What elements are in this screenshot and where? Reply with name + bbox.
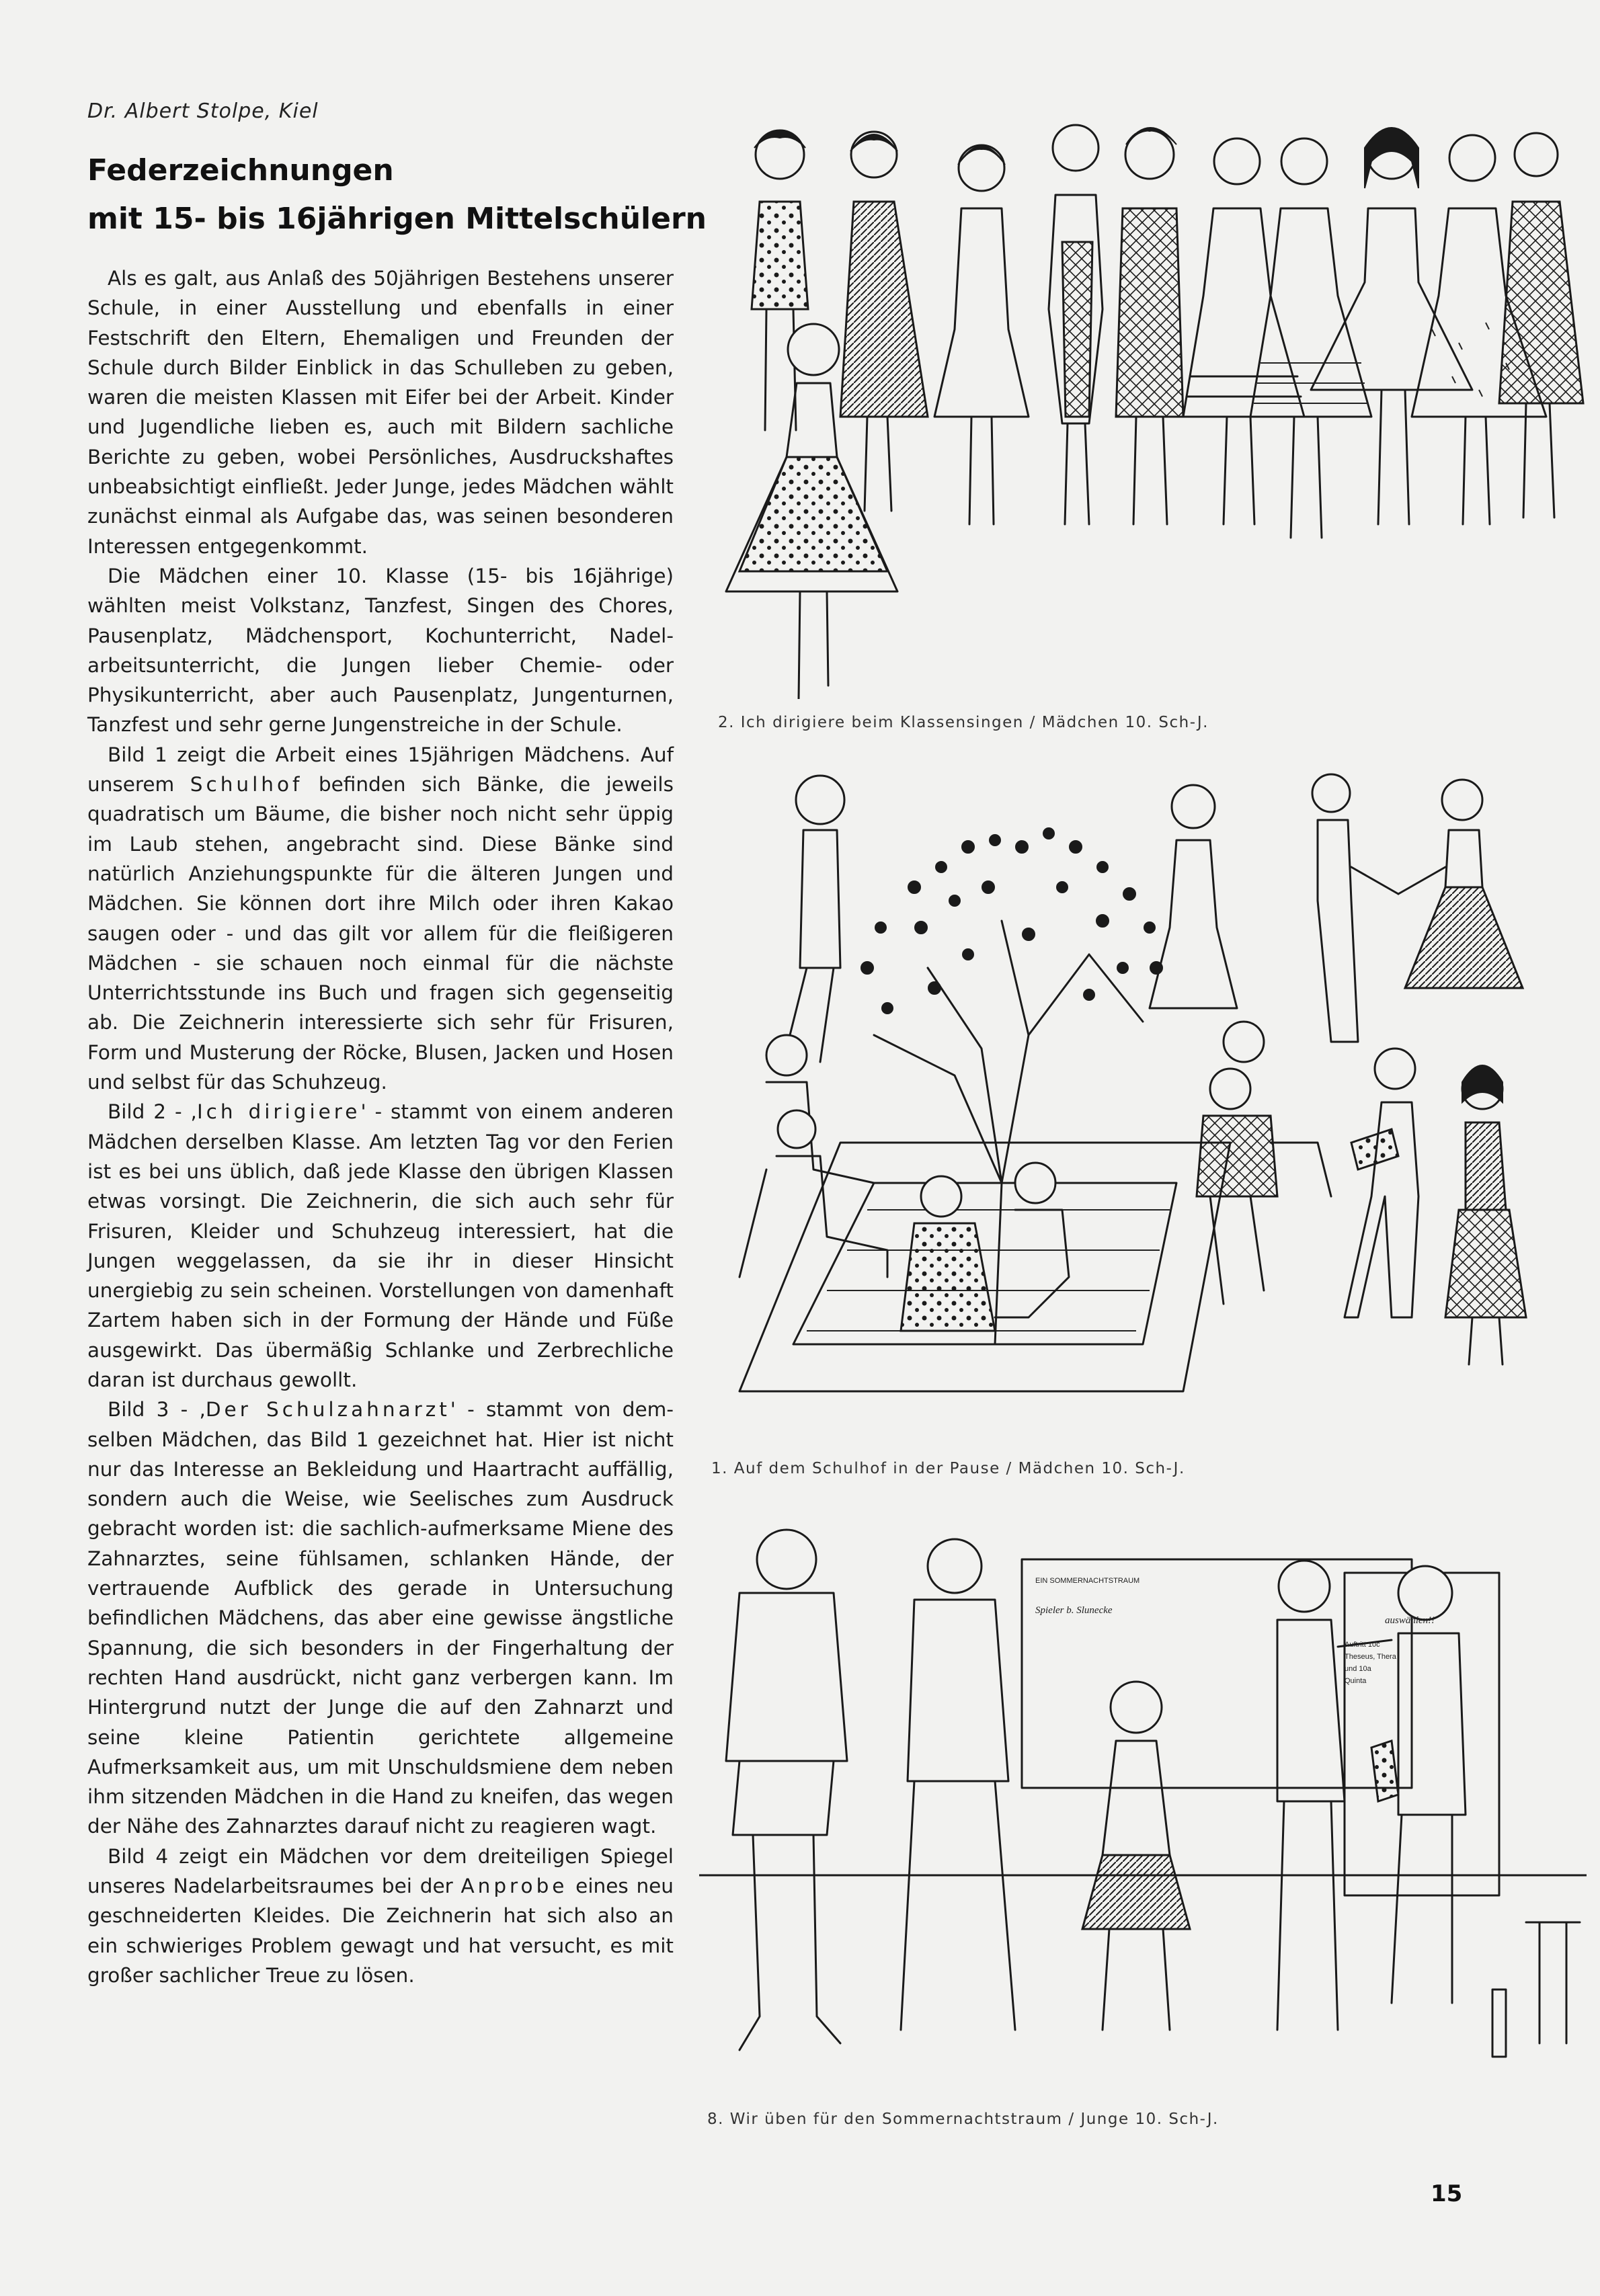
- schoolyard-scene: [739, 774, 1526, 1391]
- figure-2-caption: 2. Ich dirigiere beim Klassensingen / Mädchen 10. Sch-J.: [718, 714, 1209, 731]
- choir-illustration: [713, 108, 1587, 699]
- rehearsal-illustration: [699, 1519, 1587, 2070]
- figure-1-caption: 1. Auf dem Schulhof in der Pause / Mädchen 10. Sch-J.: [711, 1460, 1185, 1477]
- paragraph-1: Als es galt, aus Anlaß des 50jährigen Bestehens unserer Schule, in einer Ausstellung und ebenfalls in einer Festschrift den Eltern, Ehemaligen und Freunden der Schule durch Bilder Einblick in das Schulleben zu geben, waren die meisten Klassen mit Eifer bei der Arbeit. Kinder und Jugendliche lieben es, auch mit Bildern sachliche Berichte zu geben, wobei Persönliches, Ausdruckshaftes unbeabsichtigt einfließt. Jeder Junge, jedes Mädchen wählt zunächst einmal als Aufgabe das, was seinen besonderen Interessen entgegenkommt.: [87, 267, 674, 558]
- article-body: [87, 263, 674, 1990]
- paragraph-5-start: Bild 3 - ,: [108, 1398, 206, 1422]
- paragraph-3-end: befinden sich Bänke, die jeweils quadratisch um Bäume, die bisher noch nicht sehr üppig im Laub stehen, angebracht sind. Diese Bänke sind natürlich Anziehungspunkte für die älteren Jungen und Mädchen. Sie können dort ihre Milch oder ihren Kakao saugen oder - und das gilt vor allem für die fleißigeren Mädchen - sie schauen noch einmal für die nächste Unterrichtsstunde ins Buch und fragen sich gegenseitig ab. Die Zeichnerin interessierte sich sehr für Frisuren, Form und Musterung der Röcke, Blusen, Jacken und Hosen und selbst für das Schuhzeug.: [87, 773, 674, 1094]
- article-title: [87, 147, 707, 243]
- paragraph-2: Die Mädchen einer 10. Klasse (15- bis 16jährige) wählten meist Volkstanz, Tanzfest, Singen des Chores, Pausenplatz, Mädchensport, Kochunterricht, Nadelarbeitsunterricht, die Jungen lieber Chemie- oder Physikunterricht, aber auch Pausenplatz, Jungenturnen, Tanzfest und sehr gerne Jungenstreiche in der Schule.: [87, 564, 674, 737]
- paragraph-4-end: ' - stammt von einem anderen Mädchen derselben Klasse. Am letzten Tag vor den Ferien ist es bei uns üblich, daß jede Klasse den übrigen Klassen etwas vorsingt. Die Zeichnerin, die sich auch sehr für Frisuren, Kleider und Schuhzeug interessiert, hat die Jungen weggelassen, da sie ihr in dieser Hinsicht unergiebig zu sein scheinen. Vorstellungen von damenhaft Zartem haben sich in der Formung der Hände und Füße ausgewirkt. Das übermäßig Schlanke und Zerbrechliche daran ist durchaus gewollt.: [87, 1100, 674, 1391]
- paragraph-4-start: Bild 2 - ,: [108, 1100, 197, 1124]
- paragraph-6-start: Bild 4 zeigt ein Mädchen vor dem dreiteiligen Spiegel unseres Nadelarbeitsraumes bei der: [87, 1844, 674, 1898]
- board-line-5: und 10a: [1345, 1665, 1371, 1673]
- paragraph-4: [87, 1097, 674, 1395]
- title-line-1: Federzeichnungen: [87, 153, 394, 188]
- paragraph-3-emphasis: Schulhof: [190, 773, 303, 796]
- paragraph-3-start: Bild 1 zeigt die Arbeit eines 15jährigen Mädchens. Auf unserem: [87, 743, 674, 796]
- board-line-6: Quinta: [1345, 1677, 1367, 1685]
- paragraph-4-emphasis: Ich dirigiere: [196, 1100, 361, 1124]
- rehearsal-scene: [699, 1530, 1587, 2057]
- paragraph-5: [87, 1395, 674, 1841]
- paragraph-6-emphasis: Anprobe: [461, 1875, 568, 1898]
- board-line-2: auswählen!!: [1385, 1615, 1435, 1626]
- choir-girls: [726, 125, 1583, 699]
- figure-1-schoolyard-drawing: [713, 766, 1587, 1438]
- title-line-2: mit 15- bis 16jährigen Mittelschülern: [87, 202, 707, 236]
- board-title: EIN SOMMERNACHTSTRAUM: [1035, 1577, 1140, 1585]
- schoolyard-illustration: [713, 766, 1587, 1438]
- figure-8-rehearsal-drawing: [699, 1519, 1587, 2070]
- figure-8-caption: 8. Wir üben für den Sommernachtstraum / Junge 10. Sch-J.: [707, 2110, 1219, 2128]
- paragraph-5-end: ' - stammt von demselben Mädchen, das Bild 1 gezeichnet hat. Hier ist nicht nur das Interesse an Bekleidung und Haartracht auffällig, sondern auch die Weise, wie Seelisches zum Ausdruck gebracht worden ist: die sachlich-aufmerksame Miene des Zahnarztes, seine fühlsamen, schlanken Hände, der vertrauende Aufblick des gerade in Untersuchung befindlichen Mädchens, das aber eine gewisse ängstliche Spannung, die sich besonders in der Fingerhaltung der rechten Hand ausdrückt, nicht ganz verbergen kann. Im Hintergrund nutzt der Junge die auf den Zahnarzt und seine kleine Patientin gerichtete allgemeine Aufmerksamkeit aus, um mit Unschuldsmiene dem neben ihm sitzenden Mädchen in die Hand zu kneifen, das wegen der Nähe des Zahnarztes darauf nicht zu reagieren wagt.: [87, 1398, 674, 1838]
- paragraph-6-end: eines neu geschneiderten Kleides. Die Zeichnerin hat sich also an ein schwieriges Problem gewagt und hat versucht, es mit großer sachlicher Treue zu lösen.: [87, 1875, 674, 1987]
- figure-2-choir-drawing: [713, 108, 1587, 699]
- board-line-1: Spieler b. Slunecke: [1035, 1605, 1113, 1616]
- board-line-3: Auftritt 10c: [1345, 1641, 1380, 1649]
- paragraph-3: [87, 740, 674, 1098]
- author-line: Dr. Albert Stolpe, Kiel: [87, 99, 319, 123]
- paragraph-5-emphasis: Der Schulzahnarzt: [205, 1398, 450, 1422]
- page-number: 15: [1431, 2180, 1463, 2207]
- paragraph-6: [87, 1842, 674, 1990]
- board-line-4: Theseus, Thera: [1345, 1653, 1396, 1661]
